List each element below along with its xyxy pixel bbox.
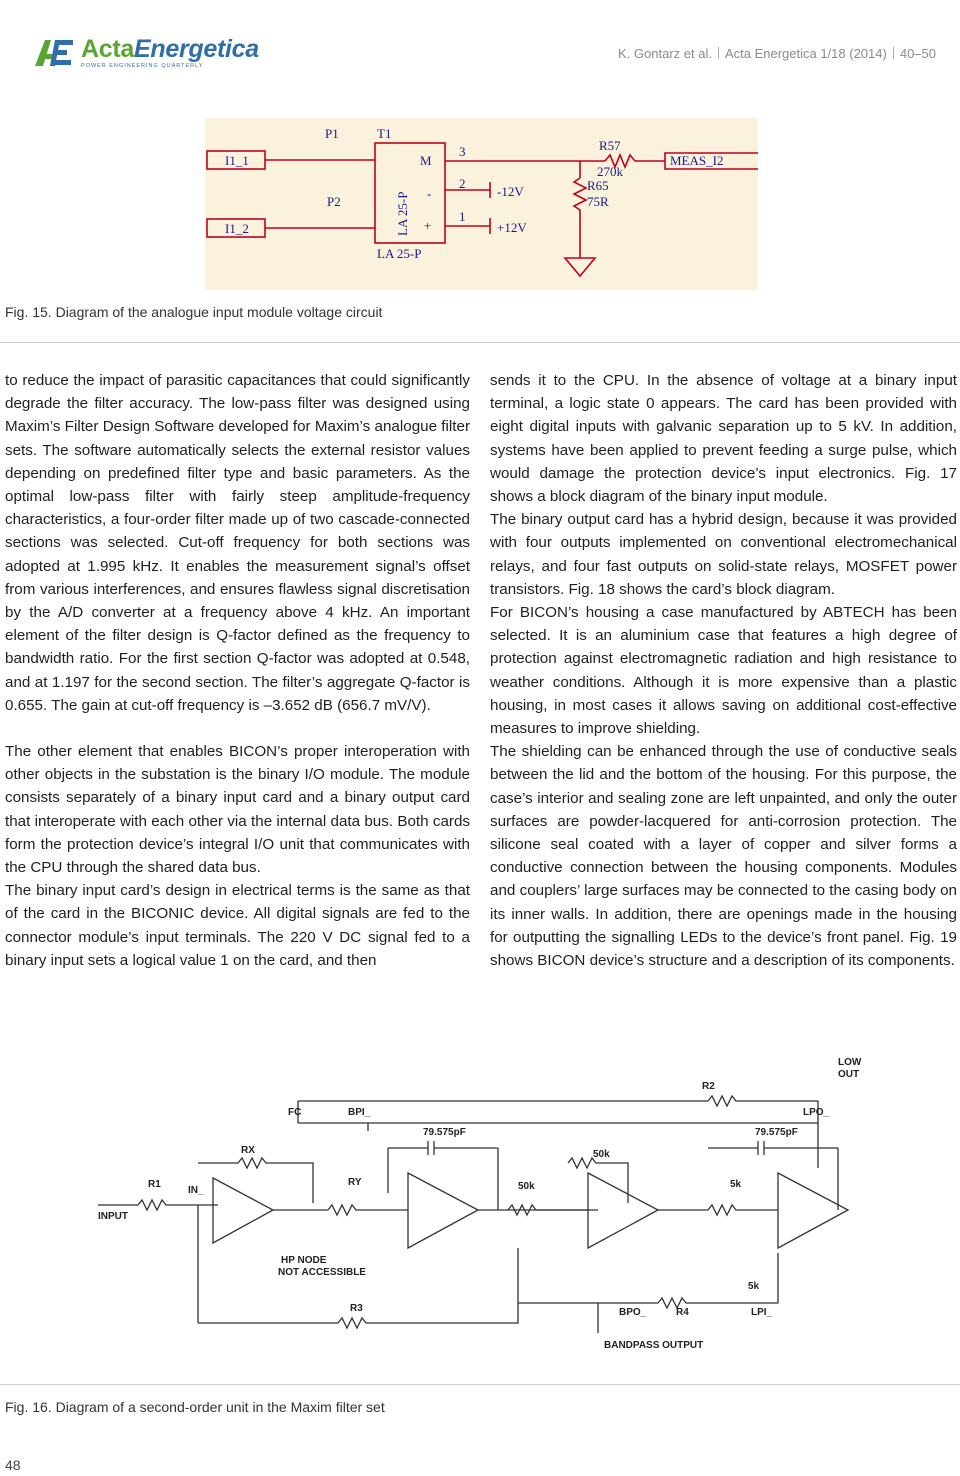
fig16-label-5k-b: 5k [748, 1281, 760, 1292]
fig16-label-ry: RY [348, 1177, 362, 1188]
label-i2: I1_2 [225, 221, 249, 236]
label-t1: T1 [377, 126, 392, 141]
fig16-label-hp-2: NOT ACCESSIBLE [278, 1267, 366, 1278]
figure-16-circuit [98, 1053, 866, 1355]
label-pin3: 3 [459, 144, 466, 159]
fig16-label-bpi: BPI_ [348, 1107, 371, 1118]
left-column [5, 369, 470, 972]
right-paragraph-2: The binary output card has a hybrid design, because it was provided with four outputs implemented on conventional electromechanical relays, and four fast outputs on solid-state relays, MOSFET power transistors. Fig. 18 shows the card’s block diagram. [490, 511, 957, 598]
fig16-low-out-1: LOW [838, 1057, 862, 1068]
fig16-label-50k-a: 50k [593, 1149, 610, 1160]
journal-logo [33, 36, 259, 69]
fig16-label-hp-1: HP NODE [281, 1255, 327, 1266]
right-paragraph-4: The shielding can be enhanced through the use of conductive seals between the lid and the bottom of the housing. For this purpose, the case’s interior and sealing zone are left unpainted, and only the outer surfaces are powder-lacquered for anti-corrosion protection. The silicone seal coated with a layer of copper and silver forms a conductive connection between the housing components. Modules and couplers’ large surfaces may be connected to the casing body on its inner walls. In addition, there are openings made in the housing for outputting the signalling LEDs to the device’s front panel. Fig. 19 shows BICON device’s structure and a description of its components. [490, 743, 957, 970]
right-paragraph-1: sends it to the CPU. In the absence of voltage at a binary input terminal, a logic state 0 appears. The card has been provided with eight digital inputs with galvanic separation up to 5 kV. In addition, systems have been applied to prevent feeding a surge pulse, which would damage the protection device’s input electronics. Fig. 17 shows a block diagram of the binary input module. [490, 372, 957, 506]
label-m: M [420, 153, 432, 168]
logo-text: ActaEnergetica [81, 35, 259, 63]
label-r65: R65 [587, 178, 609, 193]
label-p2: P2 [327, 194, 341, 209]
label-la-vertical: LA 25-P [395, 191, 410, 236]
label-la: LA 25-P [377, 246, 422, 261]
fig16-label-rx: RX [241, 1145, 255, 1156]
fig16-label-input: INPUT [98, 1211, 128, 1222]
page-number: 48 [5, 1457, 21, 1473]
left-paragraph-1: to reduce the impact of parasitic capacitances that could significantly degrade the filter accuracy. The low-pass filter was designed using Maxim’s Filter Design Software developed for Maxim’s analogue filter sets. The software automatically selects the external resistor values depending on predefined filter type and basic parameters. As the optimal low-pass filter with fairly steep amplitude-frequency characteristics, a four-order filter made up of two cascade-connected sections was selected. Cut-off frequency for both sections was adopted at 1.995 kHz. It enables the measurement signal’s offset from various interferences, and ensures flawless signal discretisation by the A/D converter at a frequency above 4 kHz. An important element of the filter design is Q-factor defined as the frequency to bandwidth ratio. For the first section Q-factor was adopted at 0.548, and at 1.197 for the second section. The filter’s aggregate Q-factor is 0.655. The gain at cut-off frequency is –3.652 dB (656.7 mV/V). [5, 372, 470, 714]
label-pos12: +12V [497, 220, 527, 235]
label-minus: - [427, 186, 432, 201]
label-r57-value: 270k [597, 164, 623, 179]
divider-bottom [0, 1384, 960, 1385]
logo-subtitle: POWER ENGINEERING QUARTERLY [81, 63, 204, 69]
fig16-label-50k-b: 50k [518, 1181, 535, 1192]
right-paragraph-3: For BICON’s housing a case manufactured by ABTECH has been selected. It is an aluminium case that features a high degree of protection against electromagnetic radiation and high resistance to weather conditions. Although it is more expensive than a plastic housing, in most cases it allows saving on additional cost-effective measures to improve shielding. [490, 604, 957, 738]
fig16-label-r3: R3 [350, 1303, 363, 1314]
fig16-label-5k-a: 5k [730, 1179, 742, 1190]
left-paragraph-3: The binary input card’s design in electrical terms is the same as that of the card in the BICONIC device. All digital signals are fed to the connector module’s input terminals. The 220 V DC signal fed to a binary input sets a logical value 1 on the card, and then [5, 882, 470, 969]
left-paragraph-2: The other element that enables BICON’s proper interoperation with other objects in the substation is the binary I/O module. The module consists separately of a binary input card and a binary output card that interoperate with each other via the internal data bus. Both cards form the protection device’s integral I/O unit that communicates with the CPU through the shared data bus. [5, 743, 470, 877]
figure-15-caption: Fig. 15. Diagram of the analogue input module voltage circuit [5, 304, 383, 320]
header-authors: K. Gontarz et al. [618, 46, 712, 61]
label-p1: P1 [325, 126, 339, 141]
divider-top [0, 342, 960, 343]
fig16-label-r1: R1 [148, 1179, 161, 1190]
figure-15-circuit [205, 118, 758, 290]
fig16-label-cap2: 79.575pF [755, 1127, 798, 1138]
fig16-label-lpi: LPI_ [751, 1307, 773, 1318]
figure-16-caption: Fig. 16. Diagram of a second-order unit in the Maxim filter set [5, 1399, 385, 1415]
label-meas: MEAS_I2 [670, 153, 724, 168]
fig16-label-lpo: LPO_ [803, 1107, 830, 1118]
label-i1: I1_1 [225, 153, 249, 168]
header-journal: Acta Energetica 1/18 (2014) [724, 46, 887, 61]
fig16-label-r2: R2 [702, 1081, 715, 1092]
fig16-label-cap1: 79.575pF [423, 1127, 466, 1138]
fig16-label-fc: FC [288, 1107, 302, 1118]
fig16-low-out-2: OUT [838, 1069, 860, 1080]
label-plus: + [424, 218, 432, 233]
label-r65-value: 75R [587, 194, 609, 209]
header-citation [618, 46, 936, 61]
fig16-label-bpo: BPO_ [619, 1307, 647, 1318]
fig16-label-in: IN_ [188, 1185, 204, 1196]
label-pin1: 1 [459, 209, 466, 224]
fig16-label-r4: R4 [676, 1307, 689, 1318]
header-pages: 40–50 [899, 46, 936, 61]
label-r57: R57 [599, 138, 621, 153]
label-neg12: -12V [497, 184, 524, 199]
right-column [490, 369, 957, 972]
acta-energetica-logo-icon [33, 38, 75, 68]
fig16-label-bandpass: BANDPASS OUTPUT [604, 1340, 704, 1351]
label-pin2: 2 [459, 176, 466, 191]
